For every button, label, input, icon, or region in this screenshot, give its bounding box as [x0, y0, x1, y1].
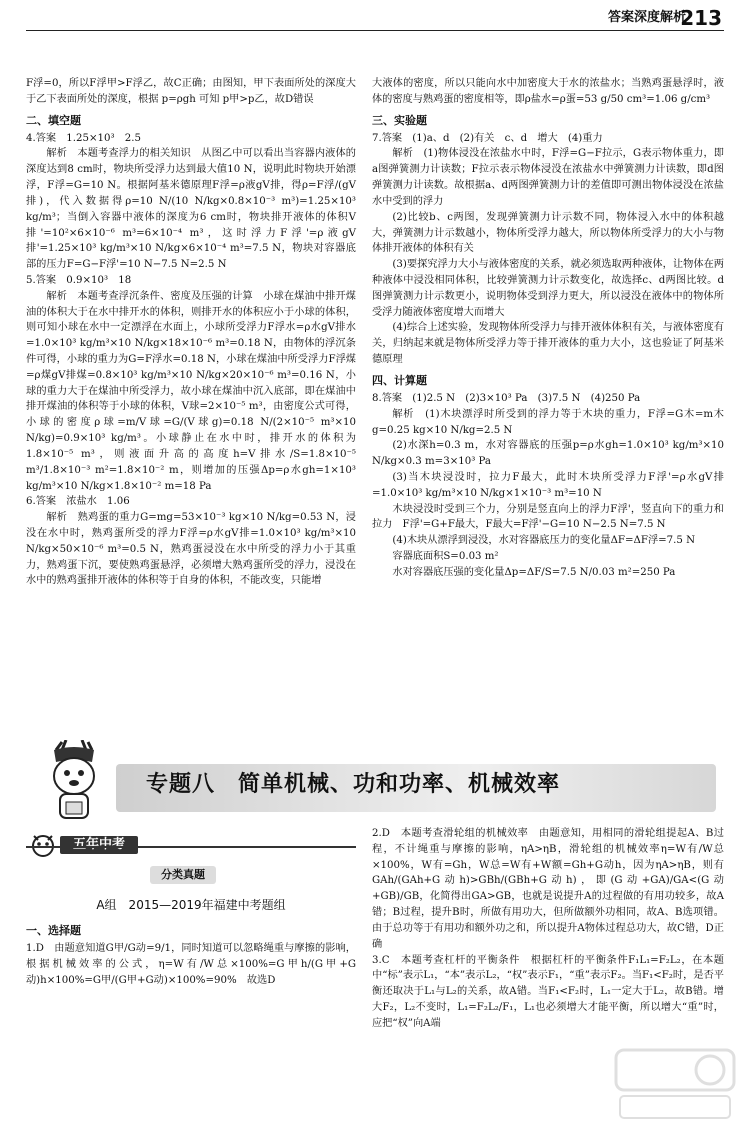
paragraph: F浮=0，所以F浮甲>F浮乙，故C正确；由图知，甲下表面所处的深度大于乙下表面所处的深度，根据 p=ρgh 可知 p甲>p乙，故D错误: [26, 78, 356, 105]
section-heading: 四、计算题: [372, 373, 427, 387]
answer-line: 8.答案 (1)2.5 N (2)3×10³ Pa (3)7.5 N (4)250 Pa: [372, 392, 641, 404]
left-column-top: [26, 76, 356, 589]
section-heading: 一、选择题: [26, 924, 81, 937]
category-label: 分类真题: [150, 866, 216, 884]
paragraph: (4)综合上述实验，发现物体所受浮力与排开液体体积有关，与液体密度有关，归纳起来就是物体所受浮力等于排开液体的重力大小，这也验证了阿基米德原理: [372, 322, 724, 366]
divider: [26, 846, 356, 848]
five-year-tag: [26, 832, 166, 858]
paragraph: 解析 本题考查浮力的相关知识 从图乙中可以看出当容器内液体的深度达到8 cm时，物块所受浮力达到最大值10 N，说明此时物块开始漂浮，F浮=G=10 N。根据阿基米德原理F浮=ρ液gV排，得ρ=F浮/(gV排)，代入数据得ρ=10 N/(10 N/kg×0.8×10⁻³ m³)=1.25×10³ kg/m³；当倒入容器中液体的深度为6 cm时，物块排开液体的体积V排'=10²×6×10⁻⁶ m³=6×10⁻⁴ m³，这时浮力F浮'=ρ液gV排'=1.25×10³ kg/m³×10 N/kg×6×10⁻⁴ m³=7.5 N，物块对容器底部的压力F=G−F浮'=10 N−7.5 N=2.5 N: [26, 148, 356, 271]
section-heading: 三、实验题: [372, 113, 427, 127]
paragraph: 大液体的密度，所以只能向水中加密度大于水的浓盐水；当熟鸡蛋悬浮时，液体的密度与熟鸡蛋的密度相等，即ρ盐水=ρ蛋=53 g/50 cm³=1.06 g/cm³: [372, 78, 724, 105]
page-number: 213: [680, 6, 722, 30]
watermark-logo-icon: [610, 1044, 740, 1124]
left-column-bottom: [26, 918, 356, 988]
paragraph: 容器底面积S=0.03 m²: [392, 551, 499, 563]
chapter-banner: [26, 740, 726, 826]
paragraph: 解析 熟鸡蛋的重力G=mg=53×10⁻³ kg×10 N/kg=0.53 N，浸没在水中时，熟鸡蛋所受的浮力F浮=ρ水gV排=1.0×10³ kg/m³×10 N/kg×50×10⁻⁶ m³=0.5 N，熟鸡蛋浸没在水中所受的浮力小于其重力，熟鸡蛋下沉，要使熟鸡蛋悬浮，必须增大熟鸡蛋所受的浮力，浸没在水中的熟鸡蛋排开液体的体积等于自身的体积，不能改变，只能增: [26, 512, 356, 587]
header-rule: [26, 30, 724, 31]
page-header: [0, 0, 750, 56]
right-column-top: [372, 76, 724, 581]
chapter-title: 专题八 简单机械、功和功率、机械效率: [146, 772, 561, 797]
paragraph: 2.D 本题考查滑轮组的机械效率 由题意知，用相同的滑轮组提起A、B过程，不计绳重与摩擦的影响，ηA>ηB，滑轮组的机械效率η=W有/W总×100%，W有=Gh，W总=W有+W额=Gh+G动h，因为ηA>ηB，则有GAh/(GAh+G动h)>GBh/(GBh+G动h)，即(G动+GA)/GA<(G动+GB)/GB，化简得出GA>GB，也就是说提升A的过程做的有用功较多，故A错；B过程，提升B时，所做有用功大，但所做额外功相同，故A、B选项错。由于总功等于有用功和额外功之和，所以提升A物体过程总功大，故C错，D正确: [372, 828, 724, 950]
answer-line: 4.答案 1.25×10³ 2.5: [26, 132, 141, 144]
section-heading: 二、填空题: [26, 113, 81, 127]
paragraph: (4)木块从漂浮到浸没，水对容器底压力的变化量ΔF=ΔF浮=7.5 N: [392, 535, 696, 547]
answer-line: 7.答案 (1)a、d (2)有关 c、d 增大 (4)重力: [372, 132, 603, 144]
paragraph: 水对容器底压强的变化量Δp=ΔF/S=7.5 N/0.03 m²=250 Pa: [392, 566, 676, 578]
paragraph: 1.D 由题意知道G甲/G动=9/1，同时知道可以忽略绳重与摩擦的影响，根据机械效率的公式，η=W有/W总×100%=G甲h/(G甲+G动)h×100%=G甲/(G甲+G动)×100%=90% 故选D: [26, 943, 356, 986]
right-column-bottom: [372, 826, 724, 1032]
answer-line: 6.答案 浓盐水 1.06: [26, 496, 130, 508]
paragraph: (3)要探究浮力大小与液体密度的关系，就必须选取两种液体，让物体在两种液体中浸没相同体积，比较弹簧测力计示数变化，故选择c、d两图比较。d图弹簧测力计示数更小，说明物体受到浮力更大，所以浸没在液体中的物体所受浮力随液体密度增大而增大: [372, 259, 724, 318]
five-year-label: 五年中考: [60, 836, 138, 854]
paragraph: (2)水深h=0.3 m，水对容器底的压强p=ρ水gh=1.0×10³ kg/m³×10 N/kg×0.3 m=3×10³ Pa: [372, 440, 724, 468]
mascot-icon: [26, 832, 60, 858]
paragraph: 解析 本题考查浮沉条件、密度及压强的计算 小球在煤油中排开煤油的体积大于在水中排开水的体积，则排开水的体积应小于小球的体积，则可知小球在水中一定漂浮在水面上，小球所受浮力F浮水=ρ水gV排水=1.0×10³ kg/m³×10 N/kg×18×10⁻⁶ m³=0.18 N，由物体的浮沉条件可得，小球的重力为G=F浮水=0.18 N，小球在煤油中所受浮力F浮煤=ρ煤gV排煤=0.8×10³ kg/m³×10 N/kg×20×10⁻⁶ m³=0.16 N，小球的重力大于在煤油中所受浮力，故小球在煤油中沉入底部，即在煤油中排开煤油的体积等于小球的体积，V球=2×10⁻⁵ m³，由密度公式可得，小球的密度ρ球=m/V球=G/(V球g)=0.18 N/(2×10⁻⁵ m³×10 N/kg)=0.9×10³ kg/m³。小球静止在水中时，排开水的体积为1.8×10⁻⁵ m³，则液面升高的高度h=V排水/S=1.8×10⁻⁵ m³/1.8×10⁻³ m²=1.8×10⁻² m，则增加的压强Δp=ρ水gh=1×10³ kg/m³×10 N/kg×1.8×10⁻² m=18 Pa: [26, 290, 356, 492]
paragraph: 解析 (1)物体浸没在浓盐水中时，F浮=G−F拉示，G表示物体重力，即a图弹簧测力计读数；F拉示表示物体浸没在浓盐水中弹簧测力计读数，即d图弹簧测力计读数。故根据a、d两图弹簧测力计的差值即可测出物体浸没在浓盐水中受到的浮力: [372, 148, 724, 207]
paragraph: 3.C 本题考查杠杆的平衡条件 根据杠杆的平衡条件F₁L₁=F₂L₂，在本题中“标”表示L₁，“本”表示L₂，“权”表示F₁，“重”表示F₂。当F₁<F₂时，是否平衡还取决于L₁与L₂的关系，故A错。当F₁<F₂时，L₁一定大于L₂，故B错。增大F₂，L₂不变时，L₁=F₂L₂/F₁，L₁也必须增大才能平衡，所以增大“重”时，应把“权”向A端: [372, 954, 724, 1029]
group-heading: A组 2015—2019年福建中考题组: [96, 898, 286, 912]
deer-mascot-icon: [26, 740, 122, 824]
paragraph: (3)当木块浸没时，拉力F最大，此时木块所受浮力F浮'=ρ水gV排=1.0×10³ kg/m³×10 N/kg×1×10⁻³ m³=10 N: [372, 471, 724, 499]
header-title: 答案深度解析: [607, 10, 686, 25]
paragraph: (2)比较b、c两图，发现弹簧测力计示数不同，物体浸入水中的体积越大，弹簧测力计示数越小，物体所受浮力越大，所以物体所受浮力的大小与物体排开液体的体积有关: [372, 211, 724, 255]
paragraph: 解析 (1)木块漂浮时所受到的浮力等于木块的重力，F浮=G木=m木g=0.25 kg×10 N/kg=2.5 N: [372, 408, 724, 436]
paragraph: 木块浸没时受到三个力，分别是竖直向上的浮力F浮'，竖直向下的重力和拉力 F浮'=G+F最大，F最大=F浮'−G=10 N−2.5 N=7.5 N: [372, 503, 724, 531]
answer-line: 5.答案 0.9×10³ 18: [26, 274, 132, 286]
